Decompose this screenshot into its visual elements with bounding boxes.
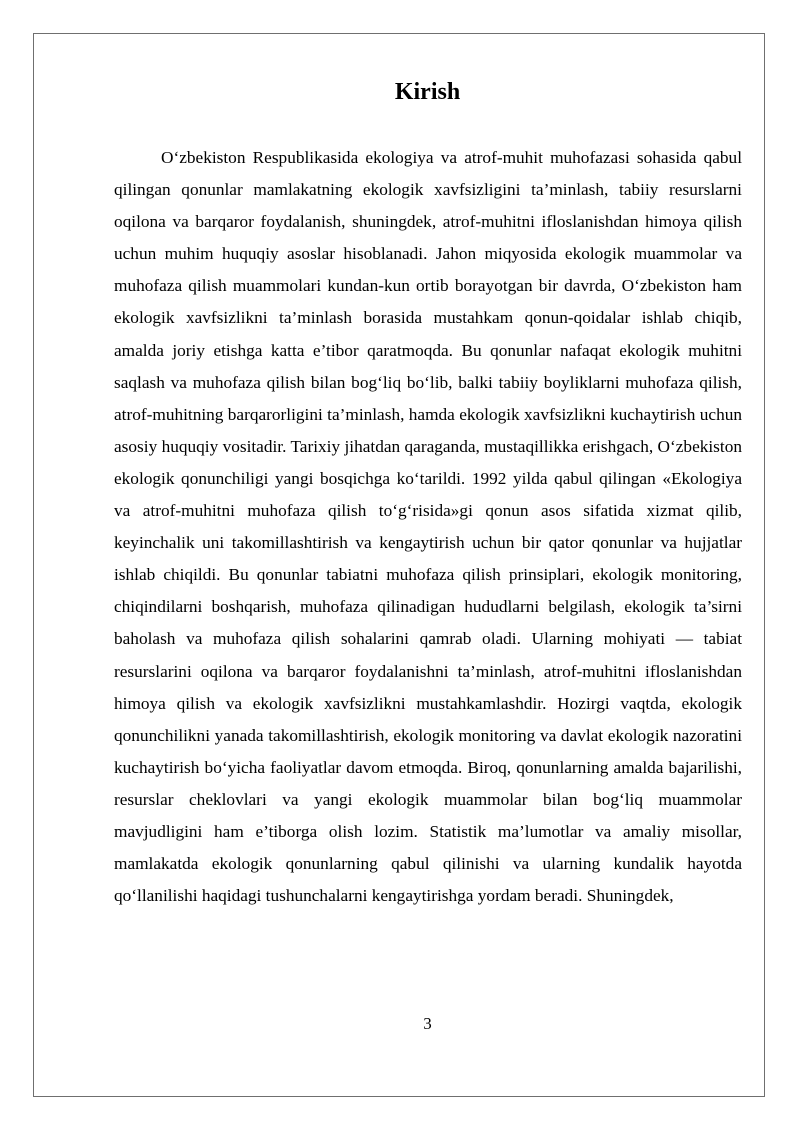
page-title: Kirish [394, 79, 461, 105]
body-paragraph: O‘zbekiston Respublikasida ekologiya va atrof-muhit muhofazasi sohasida qabul qilingan qonunlar mamlakatning ekologik xavfsizligini ta’minlash, tabiiy resurslarni oqilona va barqaror foydalanish, shuningdek, atrof-muhitni ifloslanishdan himoya qilish uchun muhim huquqiy asoslar hisoblanadi. Jahon miqyosida ekologik muammolar va muhofaza qilish muammolari kundan-kun ortib borayotgan bir davrda, O‘zbekiston ham ekologik xavfsizlikni ta’minlash borasida mustahkam qonun-qoidalar ishlab chiqib, amalda joriy etishga katta e’tibor qaratmoqda. Bu qonunlar nafaqat ekologik muhitni saqlash va muhofaza qilish bilan bog‘liq bo‘lib, balki tabiiy boyliklarni muhofaza qilish, atrof-muhitning barqarorligini ta’minlash, hamda ekologik xavfsizlikni kuchaytirish uchun asosiy huquqiy vositadir. Tarixiy jihatdan qaraganda, mustaqillikka erishgach, O‘zbekiston ekologik qonunchiligi yangi bosqichga ko‘tarildi. 1992 yilda qabul qilingan «Ekologiya va atrof-muhitni muhofaza qilish to‘g‘risida»gi qonun asos sifatida xizmat qilib, keyinchalik uni takomillashtirish va kengaytirish uchun bir qator qonunlar va hujjatlar ishlab chiqildi. Bu qonunlar tabiatni muhofaza qilish prinsiplari, ekologik monitoring, chiqindilarni boshqarish, muhofaza qilinadigan hududlarni belgilash, ekologik ta’sirni baholash va muhofaza qilish sohalarini qamrab oladi. Ularning mohiyati — tabiat resurslarini oqilona va barqaror foydalanishni ta’minlash, atrof-muhitni ifloslanishdan himoya qilish va ekologik xavfsizlikni mustahkamlashdir. Hozirgi vaqtda, ekologik qonunchilikni yanada takomillashtirish, ekologik monitoring va davlat ekologik nazoratini kuchaytirish bo‘yicha faoliyatlar davom etmoqda. Biroq, qonunlarning amalda bajarilishi, resurslar cheklovlari va yangi ekologik muammolar bilan bog‘liq muammolar mavjudligini ham e’tiborga olish lozim. Statistik ma’lumotlar va amaliy misollar, mamlakatda ekologik qonunlarning qabul qilinishi va ularning kundalik hayotda qo‘llanilishi haqidagi tushunchalarni kengaytirishga yordam beradi. Shuningdek, [114, 148, 742, 906]
page-number: 3 [423, 1014, 432, 1033]
